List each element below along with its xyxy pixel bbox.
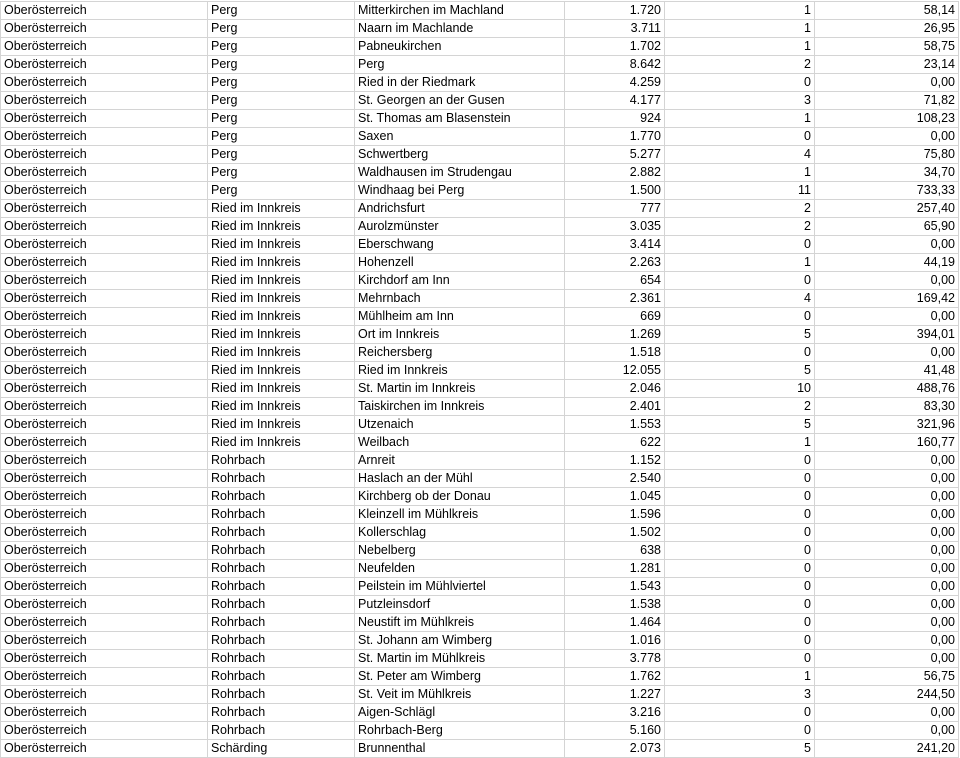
state-cell[interactable]: Oberösterreich	[1, 74, 208, 92]
municipality-cell[interactable]: Arnreit	[355, 452, 565, 470]
incidence-cell[interactable]: 58,75	[815, 38, 959, 56]
population-cell[interactable]: 1.596	[565, 506, 665, 524]
population-cell[interactable]: 2.046	[565, 380, 665, 398]
population-cell[interactable]: 1.762	[565, 668, 665, 686]
population-cell[interactable]: 924	[565, 110, 665, 128]
table-row	[1, 2, 959, 20]
table-row	[1, 614, 959, 632]
table-row	[1, 542, 959, 560]
municipality-cell[interactable]: Weilbach	[355, 434, 565, 452]
municipality-cell[interactable]: Haslach an der Mühl	[355, 470, 565, 488]
state-cell[interactable]: Oberösterreich	[1, 704, 208, 722]
cases-cell[interactable]: 0	[665, 452, 815, 470]
state-cell[interactable]: Oberösterreich	[1, 146, 208, 164]
district-cell[interactable]: Rohrbach	[208, 470, 355, 488]
incidence-cell[interactable]: 0,00	[815, 596, 959, 614]
cases-cell[interactable]: 2	[665, 218, 815, 236]
population-cell[interactable]: 669	[565, 308, 665, 326]
incidence-cell[interactable]: 83,30	[815, 398, 959, 416]
incidence-cell[interactable]: 488,76	[815, 380, 959, 398]
population-cell[interactable]: 1.502	[565, 524, 665, 542]
population-cell[interactable]: 5.277	[565, 146, 665, 164]
table-row	[1, 380, 959, 398]
cases-cell[interactable]: 0	[665, 236, 815, 254]
incidence-cell[interactable]: 0,00	[815, 722, 959, 740]
municipality-cell[interactable]: Ried in der Riedmark	[355, 74, 565, 92]
table-row	[1, 452, 959, 470]
district-cell[interactable]: Ried im Innkreis	[208, 272, 355, 290]
table-row	[1, 686, 959, 704]
district-cell[interactable]: Ried im Innkreis	[208, 434, 355, 452]
cases-cell[interactable]: 0	[665, 560, 815, 578]
state-cell[interactable]: Oberösterreich	[1, 722, 208, 740]
population-cell[interactable]: 3.035	[565, 218, 665, 236]
table-row	[1, 20, 959, 38]
state-cell[interactable]: Oberösterreich	[1, 434, 208, 452]
state-cell[interactable]: Oberösterreich	[1, 596, 208, 614]
district-cell[interactable]: Perg	[208, 92, 355, 110]
population-cell[interactable]: 5.160	[565, 722, 665, 740]
state-cell[interactable]: Oberösterreich	[1, 38, 208, 56]
table-row	[1, 740, 959, 758]
state-cell[interactable]: Oberösterreich	[1, 488, 208, 506]
population-cell[interactable]: 638	[565, 542, 665, 560]
district-cell[interactable]: Perg	[208, 164, 355, 182]
incidence-cell[interactable]: 244,50	[815, 686, 959, 704]
state-cell[interactable]: Oberösterreich	[1, 668, 208, 686]
population-cell[interactable]: 1.543	[565, 578, 665, 596]
cases-cell[interactable]: 0	[665, 524, 815, 542]
cases-cell[interactable]: 0	[665, 614, 815, 632]
municipality-cell[interactable]: Perg	[355, 56, 565, 74]
population-cell[interactable]: 777	[565, 200, 665, 218]
table-row	[1, 182, 959, 200]
district-cell[interactable]: Rohrbach	[208, 668, 355, 686]
district-cell[interactable]: Ried im Innkreis	[208, 398, 355, 416]
table-row	[1, 236, 959, 254]
table-row	[1, 578, 959, 596]
incidence-cell[interactable]: 0,00	[815, 272, 959, 290]
population-cell[interactable]: 2.401	[565, 398, 665, 416]
cases-cell[interactable]: 0	[665, 632, 815, 650]
population-cell[interactable]: 2.361	[565, 290, 665, 308]
incidence-cell[interactable]: 41,48	[815, 362, 959, 380]
table-row	[1, 218, 959, 236]
population-cell[interactable]: 1.538	[565, 596, 665, 614]
table-row	[1, 650, 959, 668]
table-row	[1, 38, 959, 56]
table-row	[1, 326, 959, 344]
table-row	[1, 560, 959, 578]
municipality-cell[interactable]: Ort im Innkreis	[355, 326, 565, 344]
municipality-cell[interactable]: Mühlheim am Inn	[355, 308, 565, 326]
district-cell[interactable]: Perg	[208, 2, 355, 20]
population-cell[interactable]: 1.500	[565, 182, 665, 200]
incidence-cell[interactable]: 0,00	[815, 614, 959, 632]
population-cell[interactable]: 1.227	[565, 686, 665, 704]
table-row	[1, 164, 959, 182]
municipality-cell[interactable]: St. Veit im Mühlkreis	[355, 686, 565, 704]
incidence-cell[interactable]: 0,00	[815, 506, 959, 524]
municipality-cell[interactable]: Windhaag bei Perg	[355, 182, 565, 200]
state-cell[interactable]: Oberösterreich	[1, 290, 208, 308]
district-cell[interactable]: Rohrbach	[208, 632, 355, 650]
incidence-cell[interactable]: 257,40	[815, 200, 959, 218]
district-cell[interactable]: Perg	[208, 182, 355, 200]
spreadsheet-grid	[0, 1, 960, 758]
incidence-cell[interactable]: 34,70	[815, 164, 959, 182]
incidence-cell[interactable]: 0,00	[815, 128, 959, 146]
state-cell[interactable]: Oberösterreich	[1, 452, 208, 470]
cases-cell[interactable]: 5	[665, 740, 815, 758]
state-cell[interactable]: Oberösterreich	[1, 560, 208, 578]
population-cell[interactable]: 3.778	[565, 650, 665, 668]
incidence-cell[interactable]: 65,90	[815, 218, 959, 236]
district-cell[interactable]: Rohrbach	[208, 614, 355, 632]
table-row	[1, 74, 959, 92]
district-cell[interactable]: Rohrbach	[208, 452, 355, 470]
state-cell[interactable]: Oberösterreich	[1, 164, 208, 182]
cases-cell[interactable]: 1	[665, 434, 815, 452]
cases-cell[interactable]: 5	[665, 326, 815, 344]
district-cell[interactable]: Perg	[208, 110, 355, 128]
cases-cell[interactable]: 0	[665, 308, 815, 326]
cases-cell[interactable]: 1	[665, 668, 815, 686]
incidence-cell[interactable]: 0,00	[815, 560, 959, 578]
municipality-cell[interactable]: Rohrbach-Berg	[355, 722, 565, 740]
district-cell[interactable]: Schärding	[208, 740, 355, 758]
municipality-cell[interactable]: Neustift im Mühlkreis	[355, 614, 565, 632]
population-cell[interactable]: 1.702	[565, 38, 665, 56]
municipality-cell[interactable]: Schwertberg	[355, 146, 565, 164]
incidence-cell[interactable]: 108,23	[815, 110, 959, 128]
state-cell[interactable]: Oberösterreich	[1, 614, 208, 632]
district-cell[interactable]: Ried im Innkreis	[208, 254, 355, 272]
population-cell[interactable]: 1.016	[565, 632, 665, 650]
state-cell[interactable]: Oberösterreich	[1, 2, 208, 20]
incidence-cell[interactable]: 75,80	[815, 146, 959, 164]
cases-cell[interactable]: 1	[665, 254, 815, 272]
municipality-cell[interactable]: St. Peter am Wimberg	[355, 668, 565, 686]
table-row	[1, 146, 959, 164]
table-row	[1, 416, 959, 434]
municipality-cell[interactable]: Andrichsfurt	[355, 200, 565, 218]
district-cell[interactable]: Perg	[208, 74, 355, 92]
cases-cell[interactable]: 0	[665, 272, 815, 290]
district-cell[interactable]: Rohrbach	[208, 560, 355, 578]
table-row	[1, 308, 959, 326]
population-cell[interactable]: 1.518	[565, 344, 665, 362]
municipality-cell[interactable]: Peilstein im Mühlviertel	[355, 578, 565, 596]
table-row	[1, 290, 959, 308]
state-cell[interactable]: Oberösterreich	[1, 218, 208, 236]
incidence-cell[interactable]: 71,82	[815, 92, 959, 110]
population-cell[interactable]: 4.259	[565, 74, 665, 92]
population-cell[interactable]: 3.414	[565, 236, 665, 254]
cases-cell[interactable]: 0	[665, 470, 815, 488]
table-row	[1, 668, 959, 686]
municipality-cell[interactable]: Mehrnbach	[355, 290, 565, 308]
cases-cell[interactable]: 10	[665, 380, 815, 398]
cases-cell[interactable]: 0	[665, 596, 815, 614]
population-cell[interactable]: 1.464	[565, 614, 665, 632]
cases-cell[interactable]: 1	[665, 164, 815, 182]
state-cell[interactable]: Oberösterreich	[1, 416, 208, 434]
population-cell[interactable]: 2.263	[565, 254, 665, 272]
district-cell[interactable]: Ried im Innkreis	[208, 362, 355, 380]
population-cell[interactable]: 3.711	[565, 20, 665, 38]
table-row	[1, 344, 959, 362]
state-cell[interactable]: Oberösterreich	[1, 92, 208, 110]
table-row	[1, 254, 959, 272]
district-cell[interactable]: Rohrbach	[208, 704, 355, 722]
state-cell[interactable]: Oberösterreich	[1, 110, 208, 128]
state-cell[interactable]: Oberösterreich	[1, 200, 208, 218]
cases-cell[interactable]: 2	[665, 398, 815, 416]
population-cell[interactable]: 1.152	[565, 452, 665, 470]
municipality-cell[interactable]: Reichersberg	[355, 344, 565, 362]
incidence-cell[interactable]: 394,01	[815, 326, 959, 344]
municipality-cell[interactable]: Eberschwang	[355, 236, 565, 254]
cases-cell[interactable]: 4	[665, 146, 815, 164]
district-cell[interactable]: Rohrbach	[208, 650, 355, 668]
district-cell[interactable]: Ried im Innkreis	[208, 290, 355, 308]
municipality-cell[interactable]: Ried im Innkreis	[355, 362, 565, 380]
municipality-cell[interactable]: Pabneukirchen	[355, 38, 565, 56]
population-cell[interactable]: 654	[565, 272, 665, 290]
incidence-cell[interactable]: 0,00	[815, 308, 959, 326]
incidence-cell[interactable]: 0,00	[815, 650, 959, 668]
district-cell[interactable]: Rohrbach	[208, 524, 355, 542]
cases-cell[interactable]: 5	[665, 362, 815, 380]
state-cell[interactable]: Oberösterreich	[1, 182, 208, 200]
state-cell[interactable]: Oberösterreich	[1, 362, 208, 380]
population-cell[interactable]: 4.177	[565, 92, 665, 110]
municipality-cell[interactable]: Waldhausen im Strudengau	[355, 164, 565, 182]
state-cell[interactable]: Oberösterreich	[1, 506, 208, 524]
state-cell[interactable]: Oberösterreich	[1, 254, 208, 272]
municipality-cell[interactable]: Saxen	[355, 128, 565, 146]
population-cell[interactable]: 1.720	[565, 2, 665, 20]
municipality-cell[interactable]: Kollerschlag	[355, 524, 565, 542]
cases-cell[interactable]: 1	[665, 2, 815, 20]
table-row	[1, 632, 959, 650]
district-cell[interactable]: Rohrbach	[208, 542, 355, 560]
municipality-cell[interactable]: Kirchberg ob der Donau	[355, 488, 565, 506]
table-row	[1, 128, 959, 146]
district-cell[interactable]: Ried im Innkreis	[208, 326, 355, 344]
municipality-cell[interactable]: Mitterkirchen im Machland	[355, 2, 565, 20]
population-cell[interactable]: 3.216	[565, 704, 665, 722]
municipality-cell[interactable]: St. Johann am Wimberg	[355, 632, 565, 650]
state-cell[interactable]: Oberösterreich	[1, 236, 208, 254]
district-cell[interactable]: Rohrbach	[208, 596, 355, 614]
incidence-cell[interactable]: 0,00	[815, 704, 959, 722]
district-cell[interactable]: Ried im Innkreis	[208, 200, 355, 218]
table-row	[1, 470, 959, 488]
cases-cell[interactable]: 2	[665, 200, 815, 218]
cases-cell[interactable]: 5	[665, 416, 815, 434]
municipality-cell[interactable]: Hohenzell	[355, 254, 565, 272]
population-cell[interactable]: 1.281	[565, 560, 665, 578]
incidence-cell[interactable]: 0,00	[815, 578, 959, 596]
district-cell[interactable]: Ried im Innkreis	[208, 218, 355, 236]
state-cell[interactable]: Oberösterreich	[1, 578, 208, 596]
state-cell[interactable]: Oberösterreich	[1, 686, 208, 704]
data-table	[0, 1, 959, 758]
population-cell[interactable]: 2.540	[565, 470, 665, 488]
cases-cell[interactable]: 0	[665, 74, 815, 92]
incidence-cell[interactable]: 56,75	[815, 668, 959, 686]
table-row	[1, 596, 959, 614]
cases-cell[interactable]: 3	[665, 92, 815, 110]
cases-cell[interactable]: 0	[665, 578, 815, 596]
cases-cell[interactable]: 0	[665, 506, 815, 524]
incidence-cell[interactable]: 169,42	[815, 290, 959, 308]
incidence-cell[interactable]: 0,00	[815, 524, 959, 542]
table-row	[1, 488, 959, 506]
incidence-cell[interactable]: 0,00	[815, 236, 959, 254]
population-cell[interactable]: 2.882	[565, 164, 665, 182]
state-cell[interactable]: Oberösterreich	[1, 326, 208, 344]
district-cell[interactable]: Ried im Innkreis	[208, 416, 355, 434]
table-row	[1, 272, 959, 290]
municipality-cell[interactable]: St. Thomas am Blasenstein	[355, 110, 565, 128]
municipality-cell[interactable]: Taiskirchen im Innkreis	[355, 398, 565, 416]
table-row	[1, 506, 959, 524]
population-cell[interactable]: 1.770	[565, 128, 665, 146]
state-cell[interactable]: Oberösterreich	[1, 470, 208, 488]
state-cell[interactable]: Oberösterreich	[1, 20, 208, 38]
cases-cell[interactable]: 1	[665, 110, 815, 128]
state-cell[interactable]: Oberösterreich	[1, 542, 208, 560]
population-cell[interactable]: 622	[565, 434, 665, 452]
cases-cell[interactable]: 0	[665, 704, 815, 722]
cases-cell[interactable]: 0	[665, 650, 815, 668]
municipality-cell[interactable]: Naarn im Machlande	[355, 20, 565, 38]
municipality-cell[interactable]: Nebelberg	[355, 542, 565, 560]
incidence-cell[interactable]: 733,33	[815, 182, 959, 200]
state-cell[interactable]: Oberösterreich	[1, 128, 208, 146]
table-row	[1, 92, 959, 110]
state-cell[interactable]: Oberösterreich	[1, 380, 208, 398]
population-cell[interactable]: 1.553	[565, 416, 665, 434]
state-cell[interactable]: Oberösterreich	[1, 56, 208, 74]
municipality-cell[interactable]: Putzleinsdorf	[355, 596, 565, 614]
municipality-cell[interactable]: St. Martin im Mühlkreis	[355, 650, 565, 668]
table-row	[1, 56, 959, 74]
table-row	[1, 704, 959, 722]
district-cell[interactable]: Rohrbach	[208, 722, 355, 740]
incidence-cell[interactable]: 0,00	[815, 470, 959, 488]
district-cell[interactable]: Perg	[208, 38, 355, 56]
municipality-cell[interactable]: St. Georgen an der Gusen	[355, 92, 565, 110]
cases-cell[interactable]: 1	[665, 38, 815, 56]
state-cell[interactable]: Oberösterreich	[1, 740, 208, 758]
cases-cell[interactable]: 4	[665, 290, 815, 308]
district-cell[interactable]: Rohrbach	[208, 578, 355, 596]
cases-cell[interactable]: 0	[665, 128, 815, 146]
municipality-cell[interactable]: St. Martin im Innkreis	[355, 380, 565, 398]
municipality-cell[interactable]: Kleinzell im Mühlkreis	[355, 506, 565, 524]
population-cell[interactable]: 8.642	[565, 56, 665, 74]
district-cell[interactable]: Ried im Innkreis	[208, 380, 355, 398]
table-row	[1, 524, 959, 542]
district-cell[interactable]: Perg	[208, 128, 355, 146]
incidence-cell[interactable]: 58,14	[815, 2, 959, 20]
cases-cell[interactable]: 11	[665, 182, 815, 200]
cases-cell[interactable]: 3	[665, 686, 815, 704]
district-cell[interactable]: Ried im Innkreis	[208, 236, 355, 254]
state-cell[interactable]: Oberösterreich	[1, 650, 208, 668]
cases-cell[interactable]: 1	[665, 20, 815, 38]
state-cell[interactable]: Oberösterreich	[1, 632, 208, 650]
district-cell[interactable]: Rohrbach	[208, 686, 355, 704]
incidence-cell[interactable]: 0,00	[815, 344, 959, 362]
municipality-cell[interactable]: Brunnenthal	[355, 740, 565, 758]
cases-cell[interactable]: 0	[665, 722, 815, 740]
cases-cell[interactable]: 2	[665, 56, 815, 74]
cases-cell[interactable]: 0	[665, 488, 815, 506]
district-cell[interactable]: Perg	[208, 20, 355, 38]
incidence-cell[interactable]: 0,00	[815, 632, 959, 650]
state-cell[interactable]: Oberösterreich	[1, 272, 208, 290]
population-cell[interactable]: 1.269	[565, 326, 665, 344]
incidence-cell[interactable]: 0,00	[815, 74, 959, 92]
state-cell[interactable]: Oberösterreich	[1, 308, 208, 326]
district-cell[interactable]: Perg	[208, 56, 355, 74]
incidence-cell[interactable]: 44,19	[815, 254, 959, 272]
district-cell[interactable]: Ried im Innkreis	[208, 344, 355, 362]
table-row	[1, 362, 959, 380]
table-row	[1, 398, 959, 416]
incidence-cell[interactable]: 0,00	[815, 488, 959, 506]
population-cell[interactable]: 2.073	[565, 740, 665, 758]
incidence-cell[interactable]: 0,00	[815, 542, 959, 560]
district-cell[interactable]: Rohrbach	[208, 506, 355, 524]
cases-cell[interactable]: 0	[665, 542, 815, 560]
incidence-cell[interactable]: 321,96	[815, 416, 959, 434]
population-cell[interactable]: 1.045	[565, 488, 665, 506]
municipality-cell[interactable]: Aigen-Schlägl	[355, 704, 565, 722]
incidence-cell[interactable]: 26,95	[815, 20, 959, 38]
incidence-cell[interactable]: 0,00	[815, 452, 959, 470]
incidence-cell[interactable]: 23,14	[815, 56, 959, 74]
table-row	[1, 434, 959, 452]
district-cell[interactable]: Perg	[208, 146, 355, 164]
state-cell[interactable]: Oberösterreich	[1, 344, 208, 362]
state-cell[interactable]: Oberösterreich	[1, 524, 208, 542]
municipality-cell[interactable]: Utzenaich	[355, 416, 565, 434]
table-row	[1, 722, 959, 740]
municipality-cell[interactable]: Kirchdorf am Inn	[355, 272, 565, 290]
district-cell[interactable]: Ried im Innkreis	[208, 308, 355, 326]
state-cell[interactable]: Oberösterreich	[1, 398, 208, 416]
cases-cell[interactable]: 0	[665, 344, 815, 362]
table-body	[1, 2, 959, 758]
table-row	[1, 110, 959, 128]
municipality-cell[interactable]: Aurolzmünster	[355, 218, 565, 236]
table-row	[1, 200, 959, 218]
district-cell[interactable]: Rohrbach	[208, 488, 355, 506]
municipality-cell[interactable]: Neufelden	[355, 560, 565, 578]
incidence-cell[interactable]: 241,20	[815, 740, 959, 758]
incidence-cell[interactable]: 160,77	[815, 434, 959, 452]
population-cell[interactable]: 12.055	[565, 362, 665, 380]
